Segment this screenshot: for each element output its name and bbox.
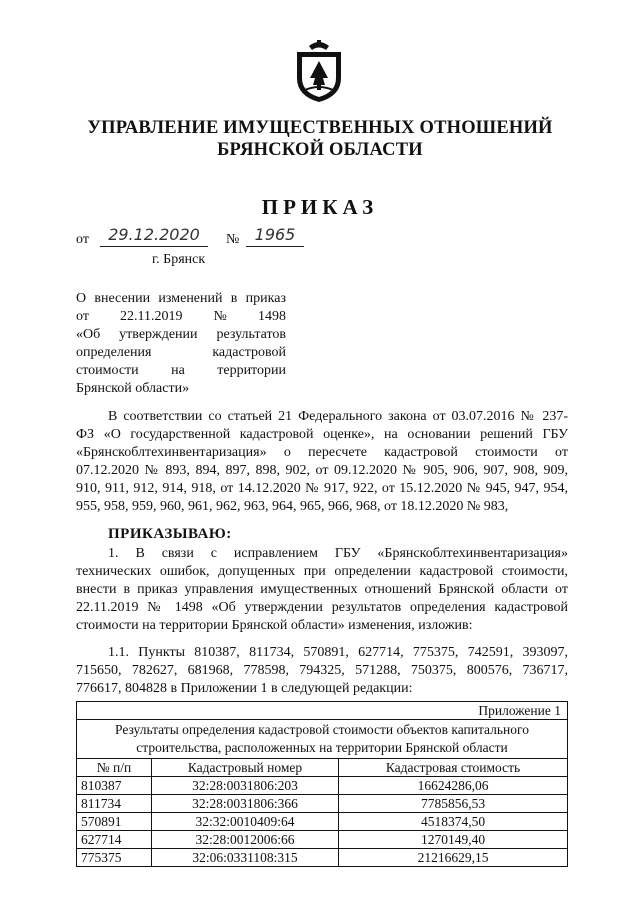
- row-index: 811734: [77, 795, 152, 813]
- number-label: №: [226, 232, 240, 247]
- cadastral-number: 32:28:0031806:366: [152, 795, 339, 813]
- paragraph-line: 910, 911, 912, 914, 918, от 14.12.2020 № 917, 922, от 15.12.2020 № 945, 947, 954,: [76, 481, 568, 496]
- cadastral-number: 32:32:0010409:64: [152, 813, 339, 831]
- paragraph-line: 1. В связи с исправлением ГБУ «Брянскоблтехинвентаризация»: [108, 546, 568, 561]
- column-header: Кадастровая стоимость: [339, 759, 568, 777]
- paragraph-line: «Брянскоблтехинвентаризация» о пересчете кадастровой стоимости от: [76, 445, 568, 460]
- paragraph-line: 22.11.2019 № 1498 «Об утверждении результатов определения кадастровой: [76, 600, 568, 615]
- order-number: 1965: [246, 224, 304, 247]
- column-header: № п/п: [77, 759, 152, 777]
- table-row: [77, 813, 568, 831]
- row-index: 775375: [77, 849, 152, 867]
- order-item-1-1: [76, 644, 568, 698]
- appendix-label: Приложение 1: [77, 702, 568, 720]
- subject-word: №: [213, 309, 227, 324]
- subject-word: территории: [217, 363, 286, 378]
- cadastral-value: 1270149,40: [339, 831, 568, 849]
- subject-line: О внесении изменений в приказ: [76, 291, 286, 306]
- subject-word: 22.11.2019: [120, 309, 183, 324]
- table-title-row: [77, 720, 568, 759]
- subject-word: определения: [76, 345, 152, 360]
- city: г. Брянск: [152, 252, 206, 267]
- column-header: Кадастровый номер: [152, 759, 339, 777]
- table-title-line: строительства, расположенных на территории Брянской области: [136, 740, 508, 755]
- paragraph-line: внести в приказ управления имущественных отношений Брянской области от: [76, 582, 568, 597]
- table-row: [77, 831, 568, 849]
- table-row: [77, 777, 568, 795]
- paragraph-line: 1.1. Пункты 810387, 811734, 570891, 627714, 775375, 742591, 393097,: [108, 645, 568, 660]
- order-date: 29.12.2020: [100, 224, 208, 247]
- cadastral-value: 21216629,15: [339, 849, 568, 867]
- paragraph-line: 715650, 782627, 681968, 778598, 794325, 571288, 750375, 800576, 736717,: [76, 663, 568, 678]
- paragraph-line: технических ошибок, допущенных при определении кадастровой стоимости,: [76, 564, 568, 579]
- date-label: от: [76, 232, 89, 247]
- subject-line: [76, 308, 286, 326]
- paragraph-line: ФЗ «О государственной кадастровой оценке», на основании решений ГБУ: [76, 427, 568, 442]
- table-header-row: [77, 759, 568, 777]
- cadastral-number: 32:28:0031806:203: [152, 777, 339, 795]
- row-index: 627714: [77, 831, 152, 849]
- date-number-line: [76, 225, 336, 252]
- agency-name-line1: УПРАВЛЕНИЕ ИМУЩЕСТВЕННЫХ ОТНОШЕНИЙ: [87, 118, 553, 138]
- table-row: [77, 849, 568, 867]
- cadastral-value-table: [76, 701, 568, 867]
- table-title: [77, 720, 568, 759]
- paragraph-line: стоимости на территории Брянской области» изменения, изложив:: [76, 618, 473, 633]
- cadastral-value: 7785856,53: [339, 795, 568, 813]
- appendix-row: [77, 702, 568, 720]
- subject-line: [76, 344, 286, 362]
- cadastral-value: 4518374,50: [339, 813, 568, 831]
- row-index: 810387: [77, 777, 152, 795]
- subject-line: Брянской области»: [76, 381, 190, 396]
- row-index: 570891: [77, 813, 152, 831]
- cadastral-number: 32:06:0331108:315: [152, 849, 339, 867]
- agency-name-line2: БРЯНСКОЙ ОБЛАСТИ: [217, 140, 423, 160]
- cadastral-value: 16624286,06: [339, 777, 568, 795]
- subject-line: [76, 362, 286, 380]
- table-title-line: Результаты определения кадастровой стоимости объектов капитального: [115, 722, 529, 737]
- cadastral-number: 32:28:0012006:66: [152, 831, 339, 849]
- table-row: [77, 795, 568, 813]
- subject-word: от: [76, 309, 89, 324]
- coat-of-arms-icon: [293, 38, 345, 104]
- document-title: ПРИКАЗ: [261, 195, 379, 219]
- preamble-paragraph: [76, 408, 568, 516]
- subject-word: стоимости: [76, 363, 139, 378]
- orders-heading: ПРИКАЗЫВАЮ:: [108, 526, 232, 542]
- paragraph-line: 955, 958, 959, 960, 961, 962, 963, 964, 965, 966, 968, от 18.12.2020 № 983,: [76, 499, 509, 514]
- order-item-1: [76, 545, 568, 635]
- subject-word: кадастровой: [212, 345, 286, 360]
- subject-word: 1498: [257, 309, 286, 324]
- subject-line: «Об утверждении результатов: [76, 327, 286, 342]
- paragraph-line: 776617, 804828 в Приложении 1 в следующей редакции:: [76, 681, 413, 696]
- order-subject: [76, 290, 286, 398]
- subject-word: на: [171, 363, 185, 378]
- paragraph-line: 07.12.2020 № 893, 894, 897, 898, 902, от 09.12.2020 № 905, 906, 907, 908, 909,: [76, 463, 568, 478]
- paragraph-line: В соответствии со статьей 21 Федерального закона от 03.07.2016 № 237-: [108, 409, 568, 424]
